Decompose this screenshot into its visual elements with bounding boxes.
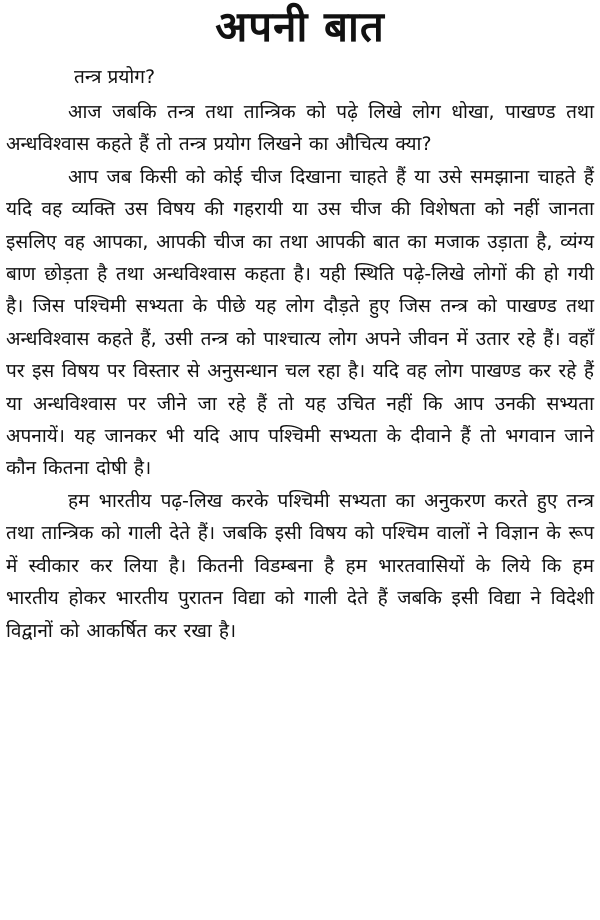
paragraph-3: हम भारतीय पढ़-लिख करके पश्चिमी सभ्यता का अनुकरण करते हुए तन्त्र तथा तान्त्रिक को गाली देते हैं। जबकि इसी विषय को पश्चिम वालों ने विज्ञान के रूप में स्वीकार कर लिया है। कितनी विडम्बना है हम भारतवासियों के लिये कि हम भारतीय होकर भारतीय पुरातन विद्या को गाली देते हैं जबकि इसी विद्या ने विदेशी विद्वानों को आकर्षित कर रखा है। [6,489,594,642]
subheading: तन्त्र प्रयोग? [74,66,156,88]
paragraph-1: आज जबकि तन्त्र तथा तान्त्रिक को पढ़े लिखे लोग धोखा, पाखण्ड तथा अन्धविश्वास कहते हैं तो तन्त्र प्रयोग लिखने का औचित्य क्या? [6,101,594,156]
page-title: अपनी बात [215,2,385,51]
paragraph-2: आप जब किसी को कोई चीज दिखाना चाहते हैं या उसे समझाना चाहते हैं यदि वह व्यक्ति उस विषय की गहरायी या उस चीज की विशेषता को नहीं जानता इसलिए वह आपका, आपकी चीज का तथा आपकी बात का मजाक उड़ाता है, व्यंग्य बाण छोड़ता है तथा अन्धविश्वास कहता है। यही स्थिति पढ़े-लिखे लोगों की हो गयी है। जिस पश्चिमी सभ्यता के पीछे यह लोग दौड़ते हुए जिस तन्त्र को पाखण्ड तथा अन्धविश्वास कहते हैं, उसी तन्त्र को पाश्चात्य लोग अपने जीवन में उतार रहे हैं। वहाँ पर इस विषय पर विस्तार से अनुसन्धान चल रहा है। यदि वह लोग पाखण्ड कर रहे हैं या अन्धविश्वास पर जीने जा रहे हैं तो यह उचित नहीं कि आप उनकी सभ्यता अपनायें। यह जानकर भी यदि आप पश्चिमी सभ्यता के दीवाने हैं तो भगवान जाने कौन कितना दोषी है। [6,165,594,480]
